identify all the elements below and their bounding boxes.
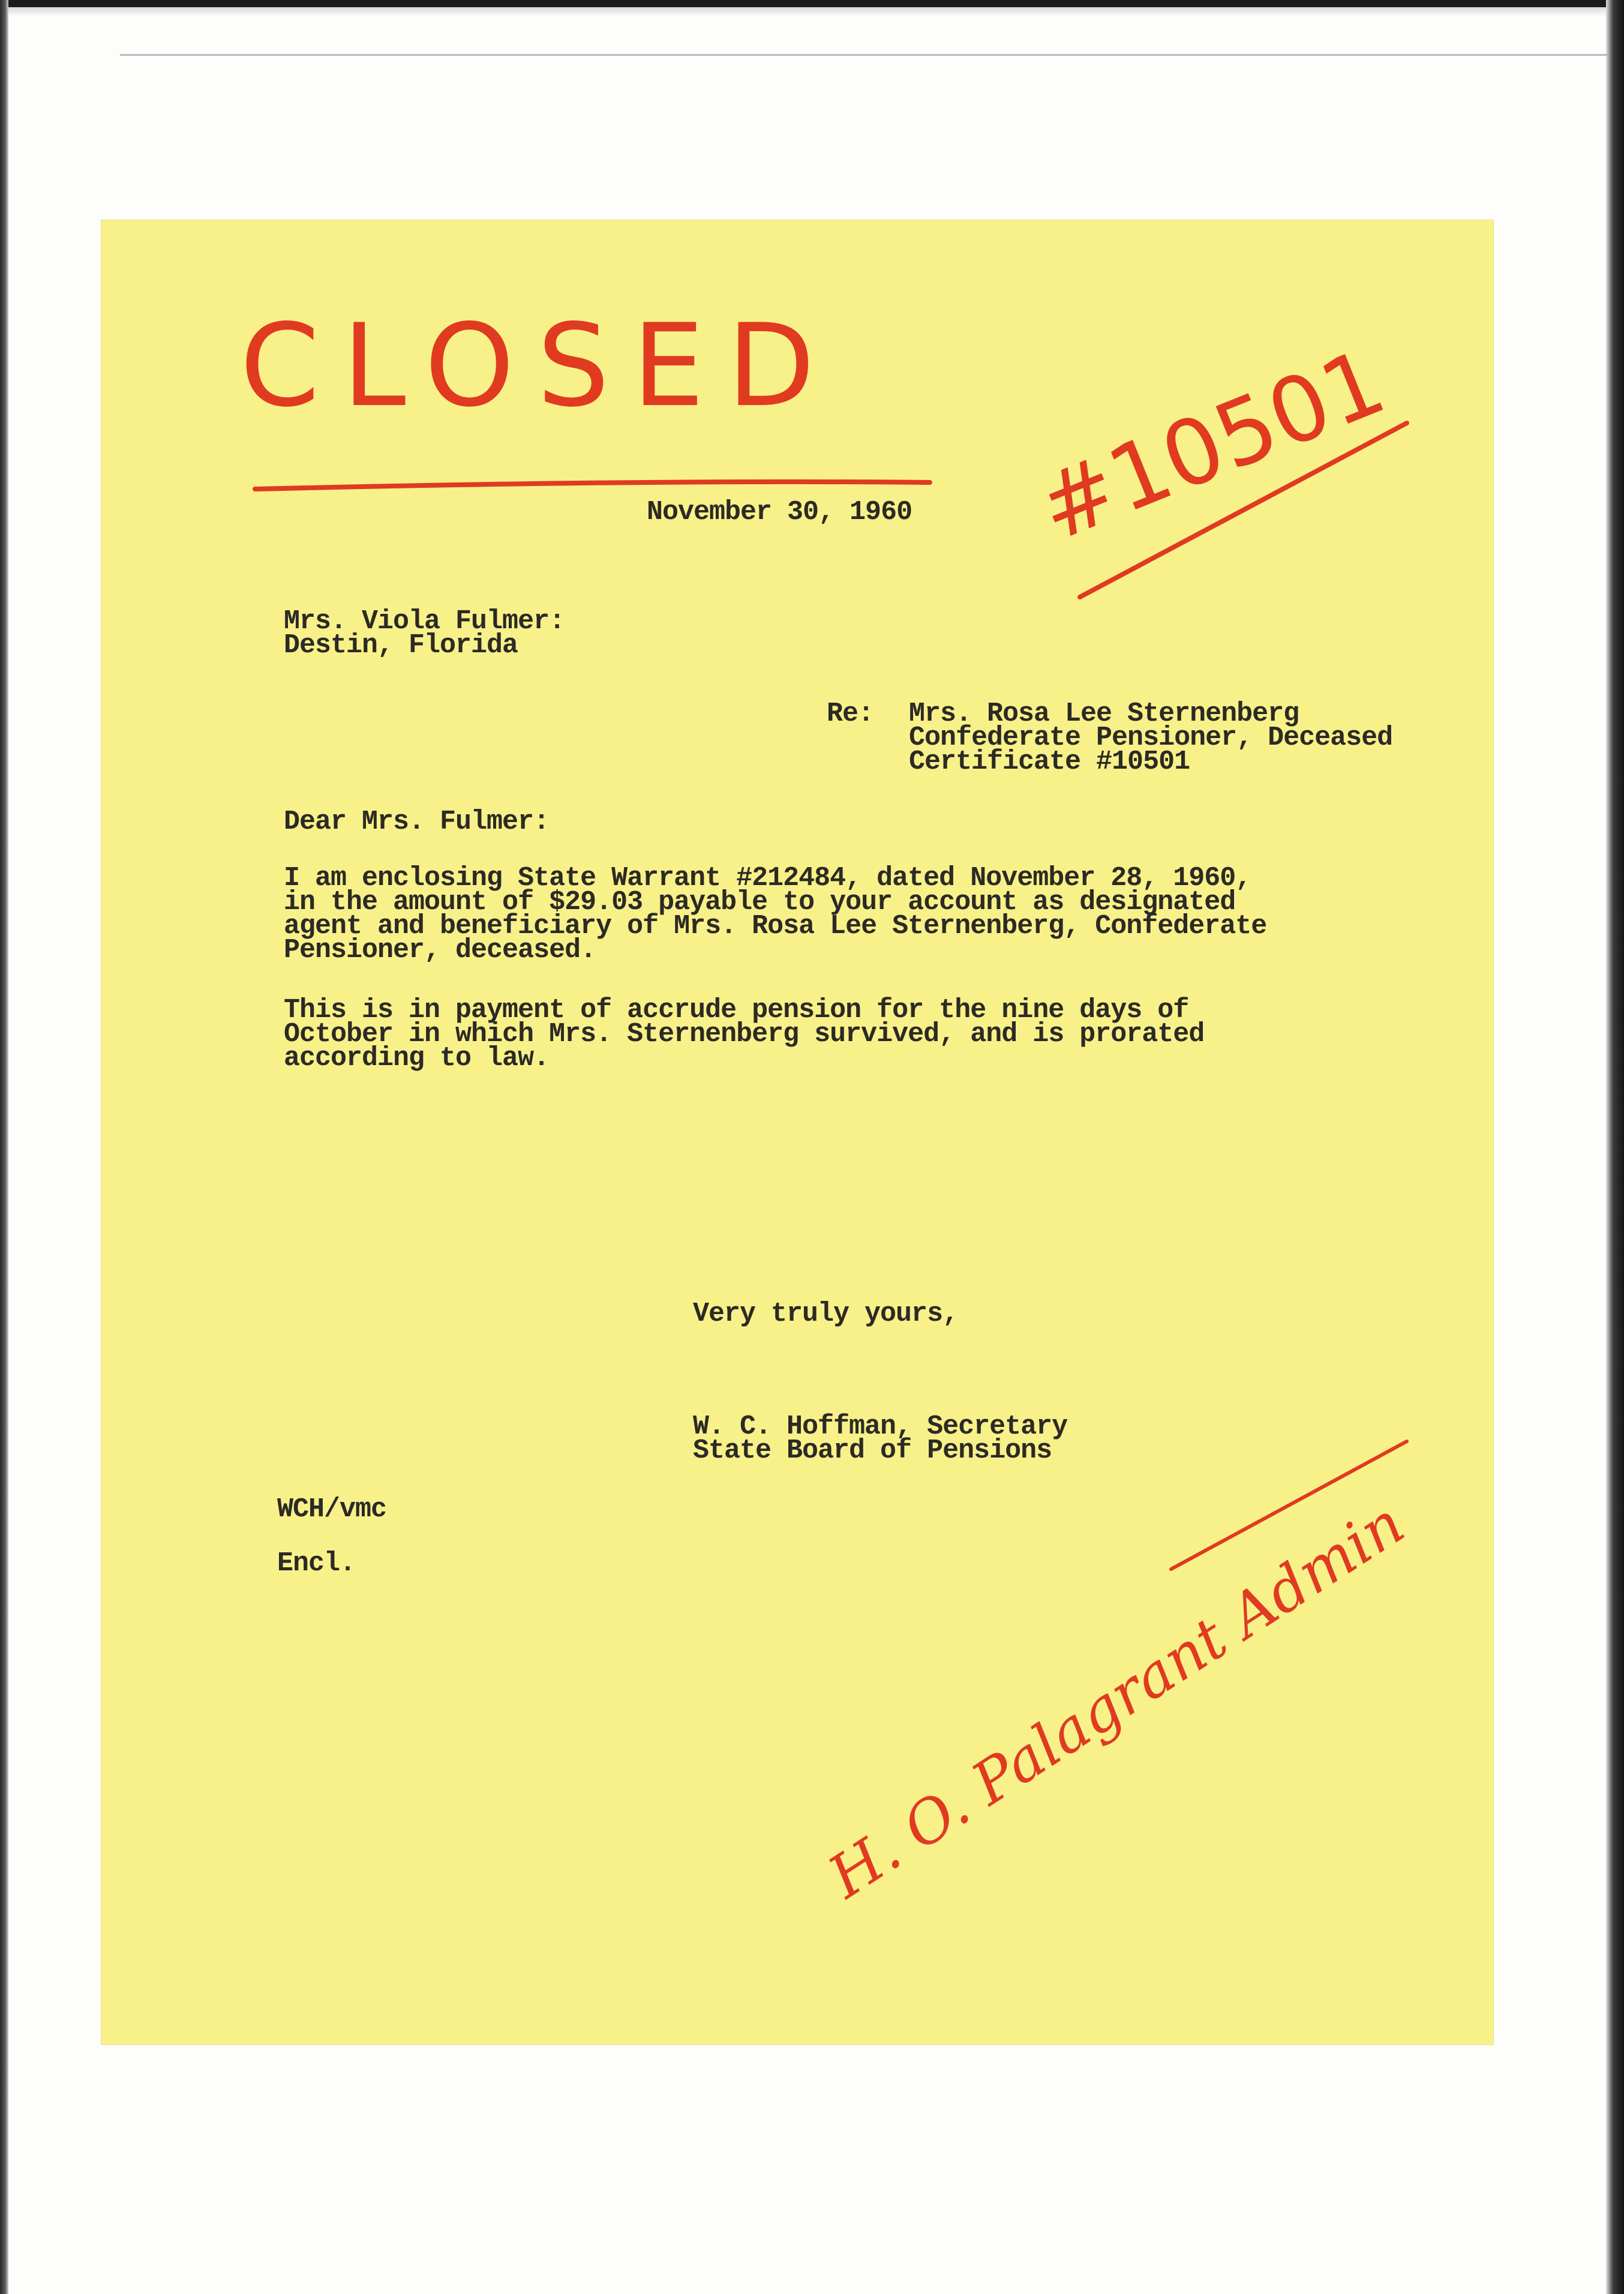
- paragraph-1-line-2: in the amount of $29.03 payable to your account as designated: [284, 887, 1236, 917]
- letter-date: November 30, 1960: [647, 497, 912, 527]
- paragraph-1-line-3: agent and beneficiary of Mrs. Rosa Lee Sternenberg, Confederate: [284, 911, 1267, 941]
- signer-office: State Board of Pensions: [693, 1435, 1052, 1466]
- reference-initials: WCH/vmc: [277, 1494, 387, 1525]
- salutation: Dear Mrs. Fulmer:: [284, 806, 550, 837]
- scanner-right-edge: [1606, 0, 1624, 2294]
- paragraph-2-line-3: according to law.: [284, 1043, 550, 1073]
- paragraph-1-line-1: I am enclosing State Warrant #212484, dated November 28, 1960,: [284, 863, 1251, 893]
- scanner-top-edge: [0, 0, 1624, 7]
- scanner-left-edge: [0, 0, 8, 2294]
- re-line-3: Certificate #10501: [909, 746, 1190, 777]
- paragraph-2-line-2: October in which Mrs. Sternenberg survived, and is prorated: [284, 1019, 1205, 1049]
- handwritten-note-underline: [1164, 1434, 1416, 1578]
- backing-sheet-edge: [120, 18, 1608, 56]
- re-line-2: Confederate Pensioner, Deceased: [909, 722, 1393, 753]
- scanner-top-shadow: [0, 7, 1624, 16]
- paragraph-2-line-1: This is in payment of accrude pension for the nine days of: [284, 995, 1189, 1025]
- paragraph-1-line-4: Pensioner, deceased.: [284, 935, 596, 965]
- case-number-underline: [1074, 414, 1416, 606]
- closing: Very truly yours,: [693, 1299, 959, 1329]
- signer-name: W. C. Hoffman, Secretary: [693, 1411, 1068, 1442]
- re-label: Re:: [827, 698, 874, 729]
- handwritten-note: H. O. Palagrant Admin: [816, 1489, 1416, 1912]
- closed-stamp: CLOSED: [240, 299, 838, 432]
- recipient-name: Mrs. Viola Fulmer:: [284, 606, 565, 637]
- enclosure-note: Encl.: [277, 1548, 356, 1579]
- recipient-city: Destin, Florida: [284, 630, 518, 661]
- case-number-annotation: #10501: [1024, 329, 1399, 562]
- re-line-1: Mrs. Rosa Lee Sternenberg: [909, 698, 1299, 729]
- closed-underline: [252, 474, 936, 498]
